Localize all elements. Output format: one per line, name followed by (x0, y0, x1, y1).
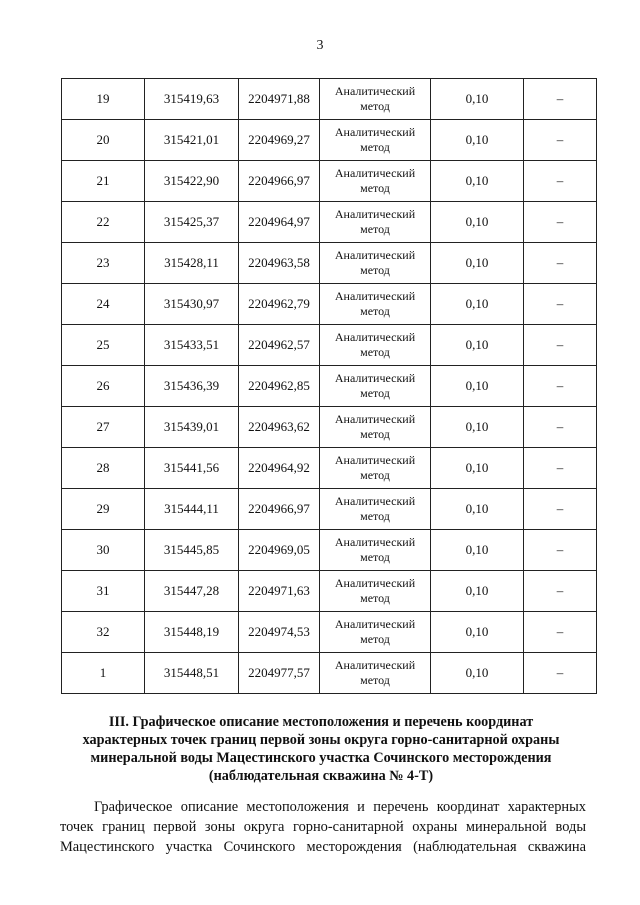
method-text: Аналитический (334, 371, 416, 385)
method-text: Аналитический (334, 330, 416, 344)
y-coordinate-cell: 2204966,97 (239, 489, 320, 530)
method-text: метод (360, 550, 390, 564)
method-text: метод (360, 468, 390, 482)
section-title-line: (наблюдательная скважина № 4-Т) (208, 768, 434, 784)
note-cell: – (524, 120, 597, 161)
method-cell (320, 79, 431, 120)
point-number-cell: 31 (62, 571, 145, 612)
y-coordinate-cell: 2204971,63 (239, 571, 320, 612)
paragraph-line: Графическое описание местоположения и перечень координат характерных (94, 799, 586, 815)
note-cell: – (524, 530, 597, 571)
x-coordinate-cell: 315422,90 (145, 161, 239, 202)
note-cell: – (524, 284, 597, 325)
method-cell (320, 612, 431, 653)
table-row (62, 243, 597, 284)
method-text: Аналитический (334, 494, 416, 508)
x-coordinate-cell: 315430,97 (145, 284, 239, 325)
method-text: метод (360, 222, 390, 236)
method-text: Аналитический (334, 658, 416, 672)
error-cell: 0,10 (431, 612, 524, 653)
table-row (62, 571, 597, 612)
method-cell (320, 407, 431, 448)
note-cell: – (524, 161, 597, 202)
x-coordinate-cell: 315441,56 (145, 448, 239, 489)
coordinates-table-body (62, 79, 597, 694)
point-number-cell: 25 (62, 325, 145, 366)
method-text: Аналитический (334, 84, 416, 98)
error-cell: 0,10 (431, 120, 524, 161)
note-cell: – (524, 366, 597, 407)
method-cell (320, 325, 431, 366)
y-coordinate-cell: 2204963,62 (239, 407, 320, 448)
method-text: Аналитический (334, 248, 416, 262)
method-text: метод (360, 591, 390, 605)
method-text: Аналитический (334, 125, 416, 139)
paragraph-line: Мацестинского участка Сочинского месторождения (наблюдательная скважина (60, 839, 586, 855)
point-number-cell: 23 (62, 243, 145, 284)
note-cell: – (524, 243, 597, 284)
error-cell: 0,10 (431, 161, 524, 202)
x-coordinate-cell: 315425,37 (145, 202, 239, 243)
table-row (62, 530, 597, 571)
method-text: Аналитический (334, 535, 416, 549)
page-number: 3 (316, 38, 324, 53)
method-text: метод (360, 181, 390, 195)
method-text: метод (360, 673, 390, 687)
x-coordinate-cell: 315439,01 (145, 407, 239, 448)
method-cell (320, 448, 431, 489)
method-cell (320, 653, 431, 694)
point-number-cell: 27 (62, 407, 145, 448)
x-coordinate-cell: 315428,11 (145, 243, 239, 284)
table-row (62, 407, 597, 448)
method-text: метод (360, 345, 390, 359)
point-number-cell: 20 (62, 120, 145, 161)
method-cell (320, 202, 431, 243)
point-number-cell: 28 (62, 448, 145, 489)
paragraph-line: точек границ первой зоны округа горно-санитарной охраны минеральной воды (60, 819, 586, 835)
table-row (62, 489, 597, 530)
y-coordinate-cell: 2204977,57 (239, 653, 320, 694)
error-cell: 0,10 (431, 448, 524, 489)
point-number-cell: 24 (62, 284, 145, 325)
y-coordinate-cell: 2204966,97 (239, 161, 320, 202)
point-number-cell: 26 (62, 366, 145, 407)
note-cell: – (524, 448, 597, 489)
table-row (62, 79, 597, 120)
y-coordinate-cell: 2204969,05 (239, 530, 320, 571)
error-cell: 0,10 (431, 202, 524, 243)
table-row (62, 284, 597, 325)
note-cell: – (524, 325, 597, 366)
y-coordinate-cell: 2204964,97 (239, 202, 320, 243)
method-text: метод (360, 140, 390, 154)
table-row (62, 161, 597, 202)
method-cell (320, 366, 431, 407)
method-text: Аналитический (334, 453, 416, 467)
table-row (62, 120, 597, 161)
note-cell: – (524, 489, 597, 530)
x-coordinate-cell: 315447,28 (145, 571, 239, 612)
error-cell: 0,10 (431, 79, 524, 120)
point-number-cell: 1 (62, 653, 145, 694)
error-cell: 0,10 (431, 571, 524, 612)
note-cell: – (524, 571, 597, 612)
method-text: Аналитический (334, 576, 416, 590)
method-cell (320, 161, 431, 202)
method-text: Аналитический (334, 412, 416, 426)
table-row (62, 325, 597, 366)
method-cell (320, 530, 431, 571)
method-cell (320, 120, 431, 161)
point-number-cell: 30 (62, 530, 145, 571)
method-cell (320, 571, 431, 612)
y-coordinate-cell: 2204974,53 (239, 612, 320, 653)
error-cell: 0,10 (431, 530, 524, 571)
x-coordinate-cell: 315448,51 (145, 653, 239, 694)
error-cell: 0,10 (431, 284, 524, 325)
error-cell: 0,10 (431, 366, 524, 407)
point-number-cell: 29 (62, 489, 145, 530)
method-text: Аналитический (334, 166, 416, 180)
method-text: метод (360, 99, 390, 113)
note-cell: – (524, 79, 597, 120)
y-coordinate-cell: 2204962,79 (239, 284, 320, 325)
method-text: Аналитический (334, 617, 416, 631)
point-number-cell: 32 (62, 612, 145, 653)
method-text: Аналитический (334, 289, 416, 303)
x-coordinate-cell: 315433,51 (145, 325, 239, 366)
section-paragraph (60, 797, 586, 857)
method-text: метод (360, 263, 390, 277)
method-text: метод (360, 386, 390, 400)
point-number-cell: 22 (62, 202, 145, 243)
note-cell: – (524, 612, 597, 653)
table-row (62, 612, 597, 653)
table-row (62, 653, 597, 694)
section-title (60, 713, 582, 785)
method-text: метод (360, 632, 390, 646)
x-coordinate-cell: 315445,85 (145, 530, 239, 571)
coordinates-table (61, 78, 597, 694)
method-cell (320, 489, 431, 530)
y-coordinate-cell: 2204971,88 (239, 79, 320, 120)
method-text: метод (360, 427, 390, 441)
method-text: Аналитический (334, 207, 416, 221)
section-title-line: характерных точек границ первой зоны округа горно-санитарной охраны (82, 732, 560, 748)
note-cell: – (524, 202, 597, 243)
note-cell: – (524, 407, 597, 448)
method-cell (320, 243, 431, 284)
x-coordinate-cell: 315444,11 (145, 489, 239, 530)
table-row (62, 448, 597, 489)
y-coordinate-cell: 2204962,57 (239, 325, 320, 366)
table-row (62, 366, 597, 407)
y-coordinate-cell: 2204964,92 (239, 448, 320, 489)
x-coordinate-cell: 315421,01 (145, 120, 239, 161)
x-coordinate-cell: 315436,39 (145, 366, 239, 407)
method-text: метод (360, 304, 390, 318)
y-coordinate-cell: 2204962,85 (239, 366, 320, 407)
note-cell: – (524, 653, 597, 694)
point-number-cell: 21 (62, 161, 145, 202)
x-coordinate-cell: 315419,63 (145, 79, 239, 120)
table-row (62, 202, 597, 243)
section-title-line: III. Графическое описание местоположения и перечень координат (108, 714, 534, 730)
y-coordinate-cell: 2204969,27 (239, 120, 320, 161)
section-title-line: минеральной воды Мацестинского участка Сочинского месторождения (90, 750, 552, 766)
x-coordinate-cell: 315448,19 (145, 612, 239, 653)
y-coordinate-cell: 2204963,58 (239, 243, 320, 284)
error-cell: 0,10 (431, 325, 524, 366)
error-cell: 0,10 (431, 489, 524, 530)
point-number-cell: 19 (62, 79, 145, 120)
error-cell: 0,10 (431, 243, 524, 284)
method-text: метод (360, 509, 390, 523)
error-cell: 0,10 (431, 653, 524, 694)
error-cell: 0,10 (431, 407, 524, 448)
method-cell (320, 284, 431, 325)
